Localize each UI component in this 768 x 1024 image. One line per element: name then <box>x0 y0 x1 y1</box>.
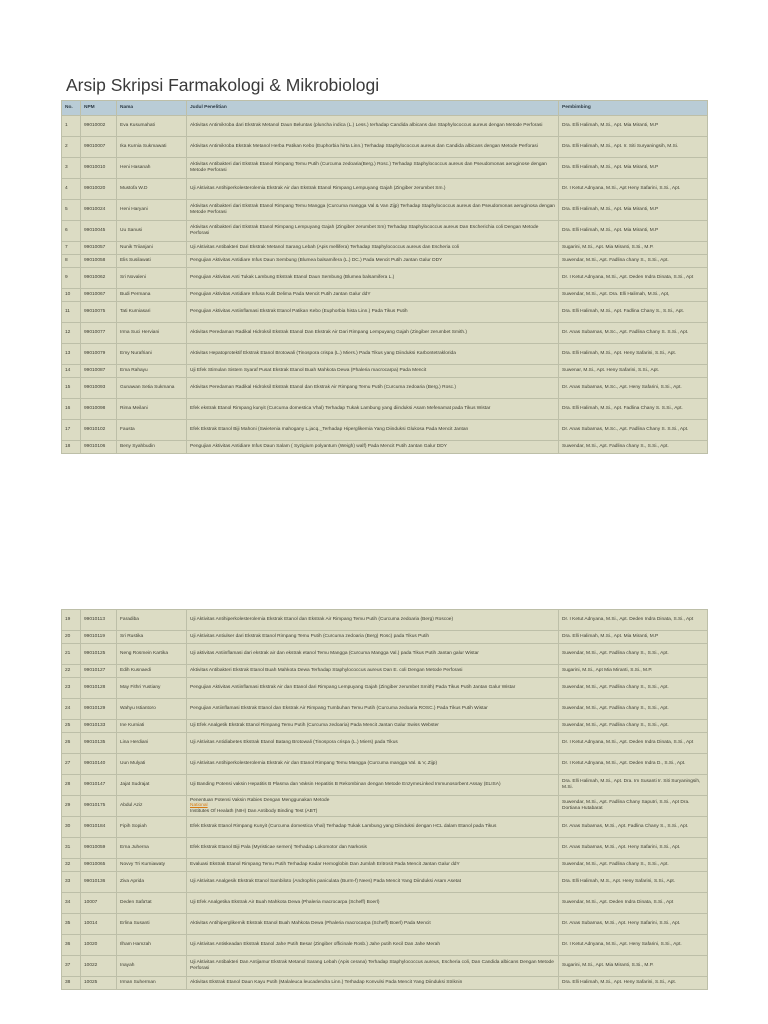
cell-judul: Uji Aktivitas Antidiabetes Ekstrak Etanol Batang Brotowali (Tinospora crispa (L.) Miers) pada Tikus <box>187 733 559 754</box>
cell-pembimbing: Dra. Elli Halimah, M.Si., Apt. Mia Miranti, M.P <box>559 116 708 137</box>
cell-npm: 99010119 <box>81 631 117 644</box>
cell-npm: 99010024 <box>81 200 117 221</box>
cell-judul: Pengujian Aktivitas Antiinflamasi Ekstrak Air dan Etanol dari Rimpang Lempuyang Gajah (Zingiber zerumbet Smith) Pada Tikus Putih Jantan Galur Wistar <box>187 678 559 699</box>
cell-npm: 99010133 <box>81 720 117 733</box>
cell-judul: Pengujian Aktivitas Anti Tukak Lambung Ekstrak Etanol Daun Sembung (Blumea balsamifera L.) <box>187 268 559 289</box>
thesis-table-part-2 <box>61 609 708 990</box>
cell-judul: Uji aktivitas Antiinflamasi dari ekstrak air dan ekstrak etanol Temu Mangga (Curcuma Mangga Val.) pada Tikus Putih Jantan galur Wistar <box>187 644 559 665</box>
cell-judul: Uji Aktivitas Antiulser dari Ekstrak Etanol Rimpang Temu Putih (Curcuma zedoaria (Berg) Rosc) pada Tikus Putih <box>187 631 559 644</box>
table-row <box>62 893 708 914</box>
table-row <box>62 179 708 200</box>
cell-name: Ika Kurnia Sukmawati <box>117 137 187 158</box>
cell-pembimbing: Dra. Elli Halimah, M.Si., Apt. Mia Miranti, M.P <box>559 631 708 644</box>
cell-no: 30 <box>62 817 81 838</box>
cell-no: 15 <box>62 378 81 399</box>
cell-name: Wahyu Istiantoro <box>117 699 187 720</box>
cell-npm: 99010125 <box>81 644 117 665</box>
cell-judul: Pengujian Aktivitas Antidiare Infusa Kulit Delima Pada Mencit Putih Jantan Galur ddY <box>187 289 559 302</box>
cell-no: 11 <box>62 302 81 323</box>
cell-name: Eva Kusumahati <box>117 116 187 137</box>
cell-name: Edih Kusnaedi <box>117 665 187 678</box>
cell-pembimbing: Sugarini, M.Si., Apt Mia Miranti, S.Si., M.P. <box>559 665 708 678</box>
cell-judul: Efek Ekstrak Etanol Biji Pala (Myristicae semen) Terhadap Lokomotor dan Narkosis <box>187 838 559 859</box>
cell-no: 13 <box>62 344 81 365</box>
table-row <box>62 665 708 678</box>
table-row <box>62 817 708 838</box>
cell-no: 4 <box>62 179 81 200</box>
cell-npm: 99010175 <box>81 796 117 817</box>
cell-pembimbing: Dra. Elli Halimah, M.Si., Apt. Mia Miranti, M.P <box>559 158 708 179</box>
table-row <box>62 158 708 179</box>
table-row <box>62 733 708 754</box>
cell-npm: 99010057 <box>81 242 117 255</box>
cell-name: Inayah <box>117 956 187 977</box>
cell-npm: 99010087 <box>81 365 117 378</box>
cell-pembimbing: Dr. I Ketut Adnyana, M.Si., Apt. Heny Safarini, S.Si., Apt. <box>559 935 708 956</box>
cell-pembimbing: Dr. I Ketut Adnyana, M.Si., Apt Heny Safarini, S.Si., Apt. <box>559 179 708 200</box>
cell-pembimbing: Suwendar, M.Si., Apt. Deden Indra Dinata, S.Si., Apt <box>559 893 708 914</box>
cell-pembimbing: Suwendar, M.Si., Apt. Fadlina chany S., S.Si., Apt. <box>559 255 708 268</box>
cell-no: 24 <box>62 699 81 720</box>
cell-no: 29 <box>62 796 81 817</box>
cell-judul: Evaluasi Ekstrak Etanol Rimpang Temu Putih Terhadap Kadar Hemoglobin Dan Jumlah Eritrosit Pada Mencit Jantan Galur ddY <box>187 859 559 872</box>
cell-judul: Uji Aktivitas Antiskeadan Ekstrak Etanol Jahe Putih Besar (Zingiber officinale Rosb.) Jahe putih Kecil Dan Jahe Merah <box>187 935 559 956</box>
col-header-name: Nama <box>117 101 187 116</box>
table-row <box>62 914 708 935</box>
thesis-table-part-1 <box>61 100 708 454</box>
cell-judul: Pengujian Aktivitas Antiinflamasi Ekstrak Etanol Patikan Kebo (Euphorbia hista Linn.) Pada Tikus Putih <box>187 302 559 323</box>
cell-judul: Pengujian Antiinflamasi Ekstrak Etanol dan Ekstrak Air Rimpang Tumbuhan Temu Putih (Curcuma zedoaria ROSC.) Pada Tikus Putih Wistar <box>187 699 559 720</box>
cell-no: 37 <box>62 956 81 977</box>
table-row <box>62 116 708 137</box>
table-row <box>62 754 708 775</box>
judul-link[interactable]: National <box>190 803 208 809</box>
cell-pembimbing: Dr. Anas Subarnas, M.Si., Apt. Heny Safarini, S.Si., Apt. <box>559 914 708 935</box>
cell-name: Gunawan Setia Sukmana <box>117 378 187 399</box>
cell-judul <box>187 796 559 817</box>
cell-name: May Fithri Yustiany <box>117 678 187 699</box>
cell-no: 8 <box>62 255 81 268</box>
cell-pembimbing: Dr. Anas Subarnas, M.Sc., Apt. Heny Safarini, S.Si., Apt. <box>559 378 708 399</box>
cell-npm: 99010007 <box>81 137 117 158</box>
table-row <box>62 268 708 289</box>
cell-npm: 99010058 <box>81 255 117 268</box>
table-row <box>62 399 708 420</box>
cell-judul: Aktivitas Peredaman Radikal Hidroksil Ekstrak Etanol Dan Ekstrak Air Dari Rimpang Lempuyang Gajah (Zingiber zerumbet Smith.) <box>187 323 559 344</box>
cell-judul: Uji Aktivitas Analgesik Ekstrak Etanol Sambiloto (Androphis paniculata (Burm-f) Nees) Pada Mencit Yang Diinduksi Asam Asetat <box>187 872 559 893</box>
cell-npm: 99010045 <box>81 221 117 242</box>
cell-judul: Uji Efek Analgetik Ekstrak Etanol Rimpang Temu Putih (Curcuma zedoaria) Pada Mencit Jantan Galur Swiss Webster <box>187 720 559 733</box>
cell-judul: Aktivitas Antibakteri dari Ekstrak Etanol Rimpang Temu Putih (Curcuma zedoaria(Berg.) Rosc.) Terhadap Staphylococcus aureus dan Pseudomonas aeruginose dengan Metode Perforasi <box>187 158 559 179</box>
cell-npm: 99010079 <box>81 344 117 365</box>
page-title: Arsip Skripsi Farmakologi & Mikrobiologi <box>66 75 380 95</box>
cell-pembimbing: Dra. Elli Halimah, M.Si., Apt. Mia Miranti, M.P <box>559 200 708 221</box>
cell-name: Nunik Triianjani <box>117 242 187 255</box>
cell-no: 31 <box>62 838 81 859</box>
table-row <box>62 610 708 631</box>
cell-name: Mustofa W.D <box>117 179 187 200</box>
cell-no: 14 <box>62 365 81 378</box>
cell-no: 33 <box>62 872 81 893</box>
cell-name: Sri Rustika <box>117 631 187 644</box>
cell-name: Irman Suherman <box>117 977 187 990</box>
cell-npm: 99010093 <box>81 378 117 399</box>
table-row <box>62 323 708 344</box>
cell-name: Ziva Aprida <box>117 872 187 893</box>
col-header-no: No. <box>62 101 81 116</box>
table-row <box>62 838 708 859</box>
cell-pembimbing: Dra. Elli Halimah, M.Si., Apt. Heny Safarini, S.Si., Apt. <box>559 344 708 365</box>
table-row <box>62 221 708 242</box>
cell-npm: 99010113 <box>81 610 117 631</box>
cell-judul: Aktivitas Antibakteri Ekstrak Etanol Buah Mahkota Dewa Terhadap Staphylococcus aureus Dan E. coli Dengan Metode Perforasi <box>187 665 559 678</box>
table-row <box>62 977 708 990</box>
cell-npm: 99010136 <box>81 872 117 893</box>
cell-npm: 99010127 <box>81 665 117 678</box>
table-row <box>62 255 708 268</box>
cell-pembimbing: Sugarini, M.Si., Apt. Mia Miranti, S.Si., M.P. <box>559 956 708 977</box>
cell-no: 17 <box>62 420 81 441</box>
judul-text: Penentuan Potensi Vaksin Rabies Dengan Menggunakan Metode <box>190 797 330 803</box>
table-row <box>62 441 708 454</box>
cell-name: Elis Susilawati <box>117 255 187 268</box>
cell-pembimbing: Dr. Anas Subarnas, M.Si., Apt. Fadlina Chany S., S.Si., Apt. <box>559 817 708 838</box>
cell-no: 2 <box>62 137 81 158</box>
cell-name: Emy Nurafriani <box>117 344 187 365</box>
cell-npm: 99010002 <box>81 116 117 137</box>
cell-no: 22 <box>62 665 81 678</box>
cell-no: 6 <box>62 221 81 242</box>
cell-name: Irma Suci Herviani <box>117 323 187 344</box>
cell-no: 19 <box>62 610 81 631</box>
cell-name: Jajat Sudrajat <box>117 775 187 796</box>
cell-no: 34 <box>62 893 81 914</box>
cell-judul: Uji Aktivitas Antihiperkolesterolemia Ekstrak Air dan Ekstrak Etanol Rimpang Lempuyang Gajah (Zingiber zerumbet Sm.) <box>187 179 559 200</box>
cell-pembimbing: Sugarini, M.Si., Apt. Mia Miranti, S.Si., M.P. <box>559 242 708 255</box>
cell-no: 23 <box>62 678 81 699</box>
cell-pembimbing: Suwenar, M.Si., Apt. Heny Safarini, S.Si., Apt. <box>559 365 708 378</box>
cell-name: Ilham Hamzah <box>117 935 187 956</box>
cell-judul: Aktivitas Ekstrak Etanol Daun Kayu Putih (Malaleuca leucadendra Linn.) Terhadap Konvulsi Pada Mencit Yang Diinduksi Striknin <box>187 977 559 990</box>
cell-no: 32 <box>62 859 81 872</box>
cell-name: Fausta <box>117 420 187 441</box>
cell-name: Heni Haryani <box>117 200 187 221</box>
cell-npm: 99010075 <box>81 302 117 323</box>
cell-pembimbing: Dr. Anas Subarnas, M.Si., Apt. Heny Safarini, S.Si., Apt. <box>559 838 708 859</box>
table-row <box>62 935 708 956</box>
cell-judul: Efek Ekstrak Etanol Rimpang Kunyit (Curcuma domestica Vhal) Terhadap Tukak Lambung yang Diinduksi dengan HCL dalam Etanol pada Tikus <box>187 817 559 838</box>
cell-judul: Uji Banding Potensi vaksin Hepatitis B Plasma dan Vaksin Hepatitis B Rekombinan dengan Metode EnzymeLinked Immunosorbent Assay (ELISA) <box>187 775 559 796</box>
table-row <box>62 137 708 158</box>
cell-no: 21 <box>62 644 81 665</box>
table-row <box>62 956 708 977</box>
table-row <box>62 796 708 817</box>
cell-npm: 99010065 <box>81 859 117 872</box>
cell-judul: Uji Aktivitas Antihiperkolesterolemia Ekstrak Air dan Etanol Rimpang Temu Mangga (Curcuma mangga Val. & V,.Zijp) <box>187 754 559 775</box>
table-row <box>62 289 708 302</box>
cell-judul: Uji Aktivitas Antibakteri Dan Antijamur Ekstrak Metanol Sarang Lebah (Apis cerana) Terhadap Staphylococcus aureus, Escheria coli, Dan Candida albicans Dengan Metode Perforasi <box>187 956 559 977</box>
cell-npm: 99010129 <box>81 699 117 720</box>
cell-npm: 99010184 <box>81 817 117 838</box>
cell-name: Ine Kurniati <box>117 720 187 733</box>
cell-npm: 10007 <box>81 893 117 914</box>
cell-no: 1 <box>62 116 81 137</box>
cell-judul: Aktivitas Antimikroba Ekstrak Metanol Herba Patikan Kebo (Euphorbia hirta Linn.) Terhadap Staphylococcus aureus dan Candida albicans dengan Metode Perforasi <box>187 137 559 158</box>
cell-pembimbing: Dr. Anas Subarnas, M.Sc., Apt. Fadlina Chany S. S.Si., Apt. <box>559 323 708 344</box>
cell-name: Abdul Aziz <box>117 796 187 817</box>
cell-no: 5 <box>62 200 81 221</box>
table-row <box>62 365 708 378</box>
table-header-row <box>62 101 708 116</box>
cell-pembimbing: Suwendar, M.Si., Apt. Fadlina chany S., S.Si., Apt. <box>559 859 708 872</box>
cell-name: Uun Mulyati <box>117 754 187 775</box>
cell-npm: 99010140 <box>81 754 117 775</box>
cell-npm: 99010135 <box>81 733 117 754</box>
table-row <box>62 775 708 796</box>
cell-pembimbing: Dr. I Ketut Adnyana, M.Si., Apt. Deden Indra D., S.Si., Apt. <box>559 754 708 775</box>
cell-judul: Uji Efek Stimulan Sistem Syaraf Pusat Ekstrak Etanol Buah Mahkota Dewa (Phaleria macrocarpa) Pada Mencit <box>187 365 559 378</box>
cell-pembimbing: Dra. Elli Halimah, M.Si., Apt. Dra. Im Susanti Ir. Siti Suryaningsih, M.Si. <box>559 775 708 796</box>
table-row <box>62 242 708 255</box>
cell-no: 3 <box>62 158 81 179</box>
cell-name: Faradiba <box>117 610 187 631</box>
table-row <box>62 872 708 893</box>
cell-npm: 99010059 <box>81 838 117 859</box>
cell-npm: 99010020 <box>81 179 117 200</box>
cell-judul: Aktivitas Antibakteri dari Ekstrak Etanol Rimpang Temu Mangga (Curcuma mangga Val & Van Zijp) Terhadap Staphylococcus aureus dan Pseudomonas aeruginosa dengan Metode Perforasi <box>187 200 559 221</box>
cell-name: Ema Rahayu <box>117 365 187 378</box>
cell-judul: Pengujian Aktivitas Antidiare Infus Daun Salam ( Syzigium polyantum (Weigh) walf) Pada Mencit Putih Jantan Galur DDY <box>187 441 559 454</box>
cell-npm: 99010067 <box>81 289 117 302</box>
table-row <box>62 344 708 365</box>
cell-name: Erlina Susanti <box>117 914 187 935</box>
table-row <box>62 200 708 221</box>
table-row <box>62 644 708 665</box>
cell-name: Rima Meilani <box>117 399 187 420</box>
cell-judul: Aktivitas Peredaman Radikal Hidroksil Ekstrak Etanol dan Ekstrak Air Rimpang Temu Putih (Curcuma zedoaria (Berg.) Rosc.) <box>187 378 559 399</box>
cell-name: Tati Kurniasari <box>117 302 187 323</box>
cell-pembimbing: Suwendar, M.Si., Apt. Fadlina chany S., S.Si., Apt. <box>559 644 708 665</box>
cell-no: 28 <box>62 775 81 796</box>
table-row <box>62 378 708 399</box>
cell-npm: 99010010 <box>81 158 117 179</box>
cell-no: 25 <box>62 720 81 733</box>
cell-pembimbing: Suwendar, M.Si., Apt. Dra. Elli Halimah, M.Si., Apt, <box>559 289 708 302</box>
cell-pembimbing: Dr. Anas Subarnas, M.Sc., Apt. Fadlina Chany S. S.Si., Apt. <box>559 420 708 441</box>
table-row <box>62 631 708 644</box>
cell-npm: 99010098 <box>81 399 117 420</box>
cell-pembimbing: Suwendar, M.Si., Apt. Fadlina Chany Saputri, S.Si., Apt Dra. Dortiana Hutabarat <box>559 796 708 817</box>
cell-judul: Aktivitas Antibakteri dari Ekstrak Etanol Rimpang Lempuyang Gajah (Zingiber zerumbet Sm) Terhadap Staphylococcus aureus Dan Escherichia coli Dengan Metode Perforasi <box>187 221 559 242</box>
cell-npm: 10020 <box>81 935 117 956</box>
cell-name: Novvy Tri Kurniawaty <box>117 859 187 872</box>
cell-judul: Uji Aktivitas Antibakteri Dari Ekstrak Metanol Sarang Lebah (Apis mellifera) Terhadap Staphylococcus aureus dan Escheria coli <box>187 242 559 255</box>
cell-pembimbing: Dr. I Ketut Adnyana, M.Si., Apt. Deden Indra Dinata, S.Si., Apt <box>559 268 708 289</box>
cell-no: 36 <box>62 935 81 956</box>
table-row <box>62 420 708 441</box>
cell-pembimbing: Dra. Elli Halimah, M.Si., Apt. Mia Miranti, M.P <box>559 221 708 242</box>
table-row <box>62 699 708 720</box>
col-header-judul: Judul Penelitian <box>187 101 559 116</box>
cell-judul: Aktivitas Antimikroba dari Ekstrak Metanol Daun Beluntas (pluncha indica (L.) Less.) terhadap Candida albicans dan Staphylococcus aureus dengan Metode Perforasi <box>187 116 559 137</box>
cell-npm: 10025 <box>81 977 117 990</box>
cell-name: Uu Sanusi <box>117 221 187 242</box>
cell-no: 10 <box>62 289 81 302</box>
cell-name: Lina Herdiani <box>117 733 187 754</box>
cell-pembimbing: Suwendar, M.Si., Apt. Fadlina chany S., S.Si., Apt. <box>559 678 708 699</box>
cell-name: Beny Syahbudin <box>117 441 187 454</box>
cell-no: 7 <box>62 242 81 255</box>
cell-no: 16 <box>62 399 81 420</box>
cell-npm: 99010102 <box>81 420 117 441</box>
cell-name: Sri Novaleni <box>117 268 187 289</box>
cell-no: 26 <box>62 733 81 754</box>
table-row <box>62 302 708 323</box>
cell-npm: 99010077 <box>81 323 117 344</box>
cell-no: 12 <box>62 323 81 344</box>
col-header-npm: NPM <box>81 101 117 116</box>
cell-npm: 10014 <box>81 914 117 935</box>
cell-name: Deden Safa'tat <box>117 893 187 914</box>
cell-pembimbing: Dra. Elli Halimah, M.Si., Apt. Ir. Siti Suryaningsih, M.Si. <box>559 137 708 158</box>
cell-judul: Uji Efek Analgetika Ekstrak Air Buah Mahkota Dewa (Phaleria macrocarpa (Scheff) Boerl) <box>187 893 559 914</box>
table-row <box>62 678 708 699</box>
cell-pembimbing: Dr. I Ketut Adnyana, M.Si., Apt. Deden Indra Dinata, S.Si., Apt <box>559 733 708 754</box>
cell-name: Heni Hasanah <box>117 158 187 179</box>
cell-name: Neng Rosmein Kartika <box>117 644 187 665</box>
cell-no: 20 <box>62 631 81 644</box>
cell-judul: Uji Aktivitas Antihiperkolesterolemia Ekstrak Etanol dan Ekstrak Air Rimpang Temu Putih (Curcuma zedoaria (Berg) Roscoe) <box>187 610 559 631</box>
cell-npm: 99010062 <box>81 268 117 289</box>
cell-no: 18 <box>62 441 81 454</box>
cell-pembimbing: Dra. Elli Halimah, M.Si., Apt. Fadlina Chany S., S.Si., Apt. <box>559 302 708 323</box>
cell-judul: Efek Ekstrak Etanol Biji Mahoni (Swietenia mahogany L.jacq._Terhadap Hiperglikemia Yang Diinduksi Glukosa Pada Mencit Jantan <box>187 420 559 441</box>
cell-pembimbing: Dra. Elli Halimah, M.Si., Apt. Fadlina Chany S. S.Si., Apt. <box>559 399 708 420</box>
cell-pembimbing: Suwendar, M.Si., Apt. Fadlina chany S., S.Si., Apt. <box>559 441 708 454</box>
cell-judul: Aktivitas Antihiperglikemik Ekstrak Etanol Buah Mahkota Dewa (Phaleria macrocarpa (Scheff) Boerl) Pada Mencit <box>187 914 559 935</box>
cell-name: Erna Juherna <box>117 838 187 859</box>
col-header-pembimbing: Pembimbing <box>559 101 708 116</box>
cell-no: 35 <box>62 914 81 935</box>
cell-no: 27 <box>62 754 81 775</box>
table-row <box>62 720 708 733</box>
cell-pembimbing: Dra. Elli Halimah, M.S., Apt. Heny Safarini, S.Si., Apt. <box>559 872 708 893</box>
cell-npm: 10022 <box>81 956 117 977</box>
cell-pembimbing: Dr. I Ketut Adnyana, M.Si., Apt. Deden Indra Dinata, S.Si., Apt <box>559 610 708 631</box>
cell-pembimbing: Suwendar, M.Si., Apt. Fadlina chany S., S.Si., Apt. <box>559 699 708 720</box>
table-row <box>62 859 708 872</box>
cell-judul: Pengujian Aktivitas Antidiare Infus Daun Sembung (Blumea balsamifera (L.) DC.) Pada Mencit Putih Jantan Galur DDY <box>187 255 559 268</box>
cell-judul: Aktivitas Hepatoprotektif Ekstrak Etanol Brotowali (Tinospora crispa (L.) Miers.) Pada Tikus yang Diinduksi Karbontetraklorida <box>187 344 559 365</box>
cell-pembimbing: Suwendar, M.Si., Apt. Fadlina chany S., S.Si., Apt. <box>559 720 708 733</box>
cell-npm: 99010147 <box>81 775 117 796</box>
cell-no: 38 <box>62 977 81 990</box>
cell-pembimbing: Dra. Elli Halimah, M.Si., Apt. Heny Safarini, S.Si., Apt. <box>559 977 708 990</box>
cell-judul: Efek ekstrak Etanol Rimpang kunyit (Curcuma domestica Vhal) Terhadap Tukak Lambung yang diinduksi Asam Mefenamat pada Tikus Wistar <box>187 399 559 420</box>
judul-text: Institutes Of Healath (NIH) Dan Antibody Binding Test (ABT) <box>190 808 318 814</box>
cell-no: 9 <box>62 268 81 289</box>
cell-name: Fipih Sopiah <box>117 817 187 838</box>
cell-npm: 99010106 <box>81 441 117 454</box>
cell-npm: 99010128 <box>81 678 117 699</box>
cell-name: Budi Permana <box>117 289 187 302</box>
